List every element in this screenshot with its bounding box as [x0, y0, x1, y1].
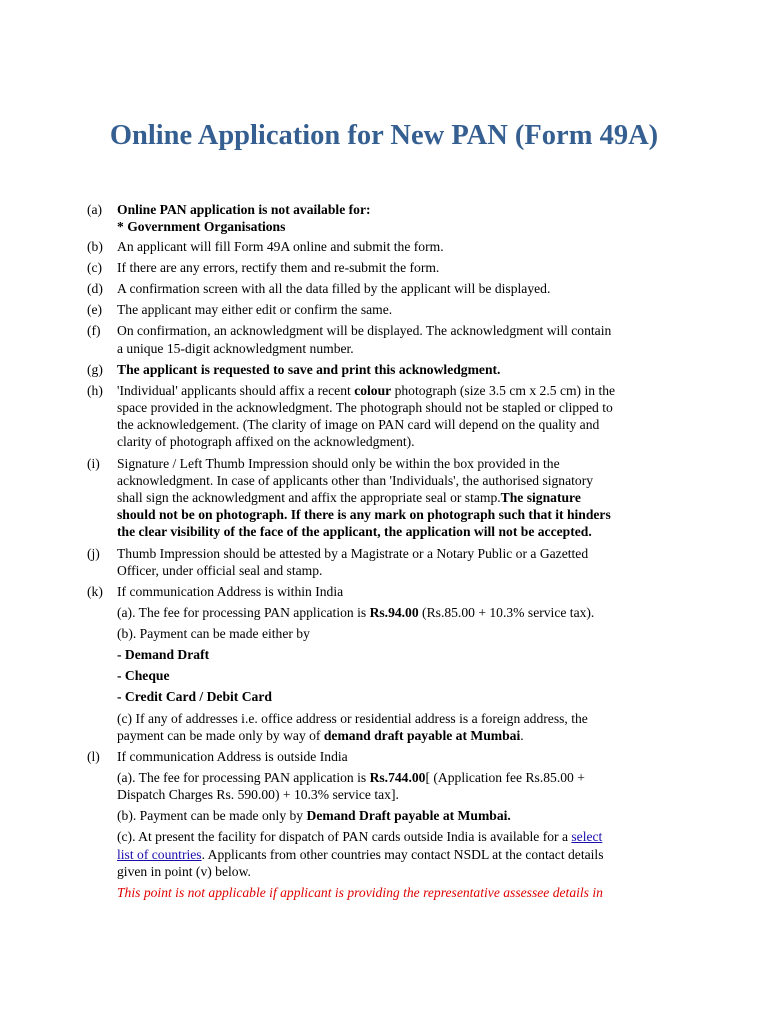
l-payment-line: (b). Payment can be made only by Demand Draft payable at Mumbai.: [117, 808, 511, 823]
item-marker: (l): [87, 749, 100, 764]
item-marker: (f): [87, 323, 101, 338]
item-text: An applicant will fill Form 49A online and submit the form.: [117, 239, 444, 254]
item-marker: (e): [87, 302, 103, 317]
item-text: 'Individual' applicants should affix a recent colour photograph (size 3.5 cm x 2.5 cm) in the: [117, 383, 616, 398]
l-note: This point is not applicable if applicant is providing the representative assessee details in: [117, 885, 603, 900]
k-foreign-line1: (c) If any of addresses i.e. office address or residential address is a foreign address, the: [117, 711, 588, 726]
item-text: If communication Address is outside India: [117, 749, 348, 764]
k-payment-mode: - Cheque: [117, 668, 170, 683]
item-marker: (j): [87, 546, 100, 561]
k-payment-mode: - Credit Card / Debit Card: [117, 689, 272, 704]
item-marker: (c): [87, 260, 103, 275]
item-text: The applicant may either edit or confirm the same.: [117, 302, 393, 317]
l-dispatch-line2: list of countries. Applicants from other countries may contact NSDL at the contact details: [117, 847, 604, 862]
page-title: Online Application for New PAN (Form 49A): [109, 120, 659, 151]
item-text: On confirmation, an acknowledgment will be displayed. The acknowledgment will contain: [117, 323, 612, 338]
item-marker: (b): [87, 239, 103, 254]
item-text: clarity of photograph affixed on the acknowledgment).: [117, 434, 415, 449]
item-text: shall sign the acknowledgment and affix the appropriate seal or stamp.The signature: [117, 490, 581, 505]
item-text: Officer, under official seal and stamp.: [117, 563, 323, 578]
item-text: the acknowledgement. (The clarity of image on PAN card will depend on the quality and: [117, 417, 600, 432]
l-fee-line: (a). The fee for processing PAN application is Rs.744.00[ (Application fee Rs.85.00 +: [117, 770, 585, 785]
item-marker: (a): [87, 202, 103, 217]
item-text: If there are any errors, rectify them and re-submit the form.: [117, 260, 440, 275]
select-list-link[interactable]: list of countries: [117, 847, 202, 862]
k-foreign-line2: payment can be made only by way of demand draft payable at Mumbai.: [117, 728, 524, 743]
item-text: Online PAN application is not available for:: [117, 202, 371, 217]
l-dispatch-line1: (c). At present the facility for dispatch of PAN cards outside India is available for a select: [117, 829, 603, 844]
k-fee-line: (a). The fee for processing PAN application is Rs.94.00 (Rs.85.00 + 10.3% service tax).: [117, 605, 595, 620]
item-text: should not be on photograph. If there is any mark on photograph such that it hinders: [117, 507, 611, 522]
select-list-link[interactable]: select: [571, 829, 603, 844]
item-marker: (d): [87, 281, 103, 296]
item-text: If communication Address is within India: [117, 584, 344, 599]
item-text: The applicant is requested to save and print this acknowledgment.: [117, 362, 501, 377]
item-text: * Government Organisations: [117, 219, 286, 234]
item-text: the clear visibility of the face of the applicant, the application will not be accepted.: [117, 524, 592, 539]
item-marker: (i): [87, 456, 100, 471]
k-payment-mode: - Demand Draft: [117, 647, 210, 662]
item-text: Thumb Impression should be attested by a Magistrate or a Notary Public or a Gazetted: [117, 546, 589, 561]
item-text: A confirmation screen with all the data filled by the applicant will be displayed.: [117, 281, 551, 296]
k-payment-line: (b). Payment can be made either by: [117, 626, 310, 641]
item-marker: (g): [87, 362, 103, 377]
l-fee-line2: Dispatch Charges Rs. 590.00) + 10.3% service tax].: [117, 787, 399, 802]
item-marker: (h): [87, 383, 103, 398]
item-text: acknowledgment. In case of applicants other than 'Individuals', the authorised signatory: [117, 473, 594, 488]
item-marker: (k): [87, 584, 103, 599]
item-text: Signature / Left Thumb Impression should only be within the box provided in the: [117, 456, 560, 471]
l-dispatch-line3: given in point (v) below.: [117, 864, 251, 879]
item-text: space provided in the acknowledgment. The photograph should not be stapled or clipped to: [117, 400, 613, 415]
item-text: a unique 15-digit acknowledgment number.: [117, 341, 354, 356]
